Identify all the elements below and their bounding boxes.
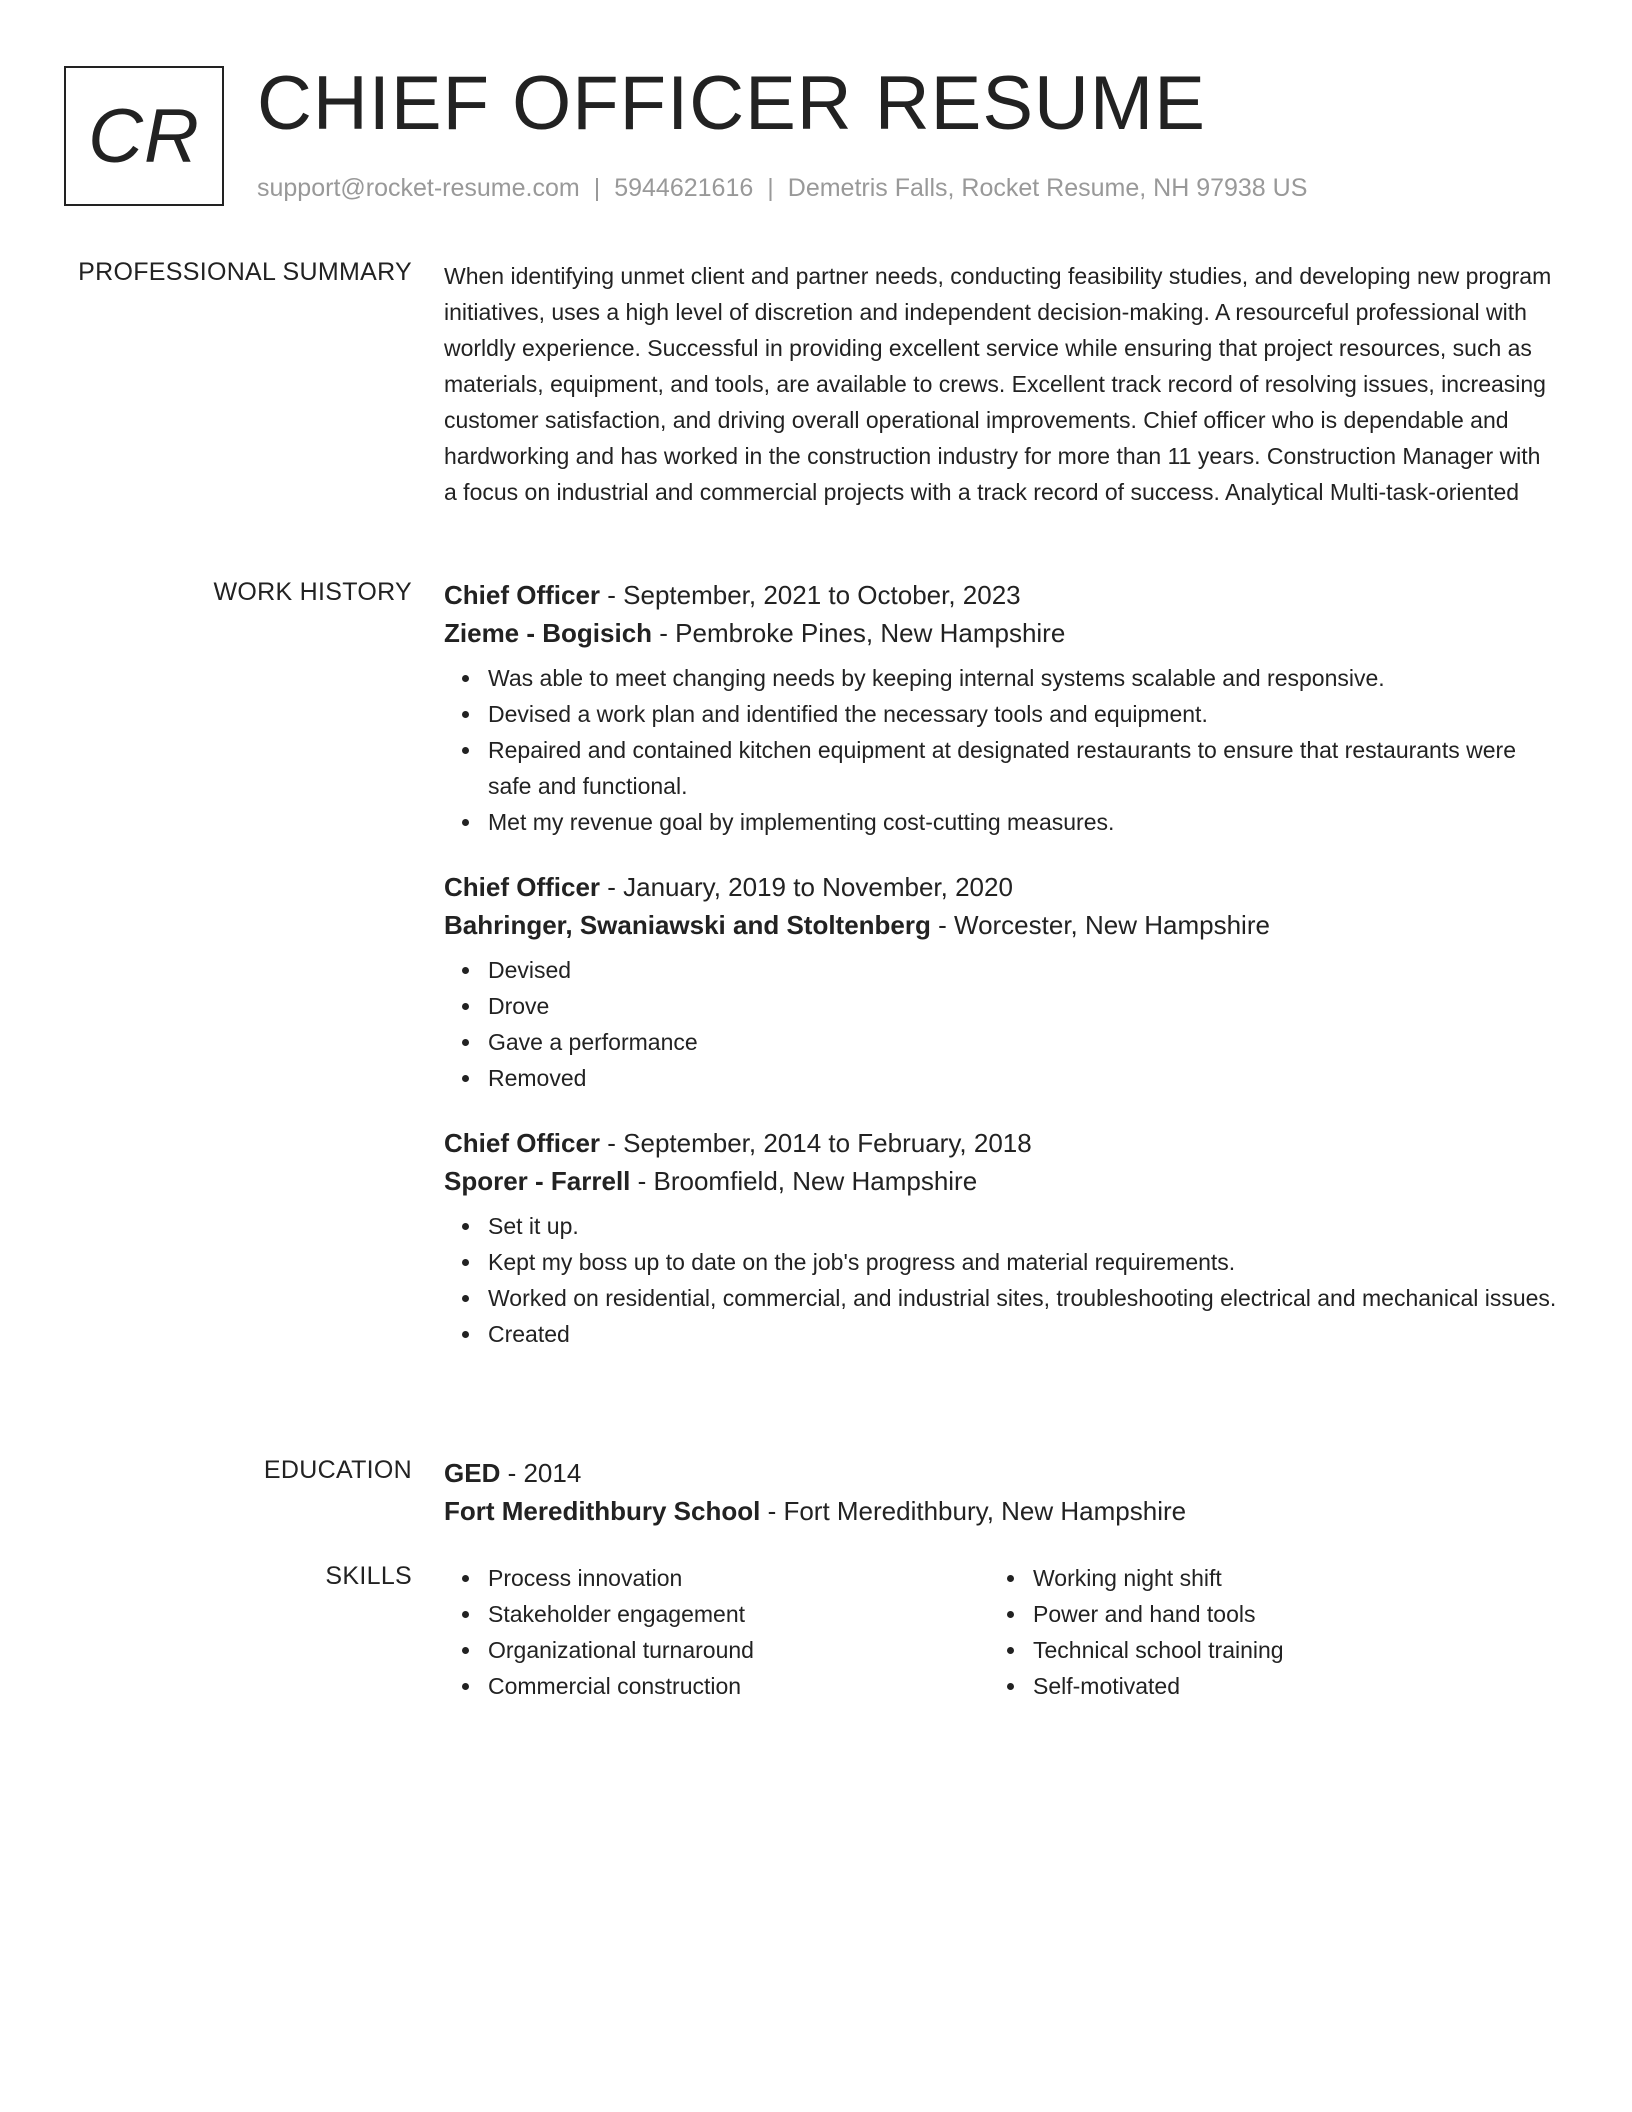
skills-right-list [989,1560,1534,1704]
job-company: Bahringer, Swaniawski and Stoltenberg [444,910,931,940]
job-bullet: Worked on residential, commercial, and industrial sites, troubleshooting electrical and mechanical issues. [488,1280,1558,1316]
job-bullet: Repaired and contained kitchen equipment at designated restaurants to ensure that restaurants were safe and functional. [488,732,1558,804]
job-company-line [444,906,1558,944]
job-location: - Pembroke Pines, New Hampshire [652,618,1066,648]
job-bullet: Created [488,1316,1558,1352]
education-year: - 2014 [500,1458,582,1488]
contact-separator: | [593,174,601,202]
skill-item: Process innovation [488,1560,989,1596]
skill-item: Working night shift [1033,1560,1534,1596]
job-title: Chief Officer [444,872,601,902]
contact-phone: 5944621616 [614,174,754,202]
section-label-summary: PROFESSIONAL SUMMARY [78,258,412,286]
education-degree-line [444,1454,1558,1492]
job-bullet: Met my revenue goal by implementing cost-cutting measures. [488,804,1558,840]
job-title-line [444,1124,1558,1162]
job-title-line [444,868,1558,906]
section-label-education: EDUCATION [263,1456,412,1484]
job-dates: - September, 2021 to October, 2023 [600,580,1021,610]
education-entry [444,1454,1558,1530]
contact-line [257,174,1307,203]
job-bullet: Removed [488,1060,1558,1096]
contact-separator: | [767,174,774,202]
job-bullet: Set it up. [488,1208,1558,1244]
contact-address: Demetris Falls, Rocket Resume, NH 97938 US [787,174,1308,202]
education-school-line [444,1492,1558,1530]
job-bullet: Drove [488,988,1558,1024]
work-entry [444,868,1558,1096]
contact-email: support@rocket-resume.com [257,174,580,202]
job-location: - Worcester, New Hampshire [930,910,1270,940]
job-location: - Broomfield, New Hampshire [630,1166,978,1196]
skill-item: Technical school training [1033,1632,1534,1668]
section-label-skills: SKILLS [325,1562,412,1590]
job-dates: - September, 2014 to February, 2018 [600,1128,1032,1158]
skills-list [444,1560,1558,1704]
job-company: Zieme - Bogisich [444,618,653,648]
skill-item: Self-motivated [1033,1668,1534,1704]
skill-item: Organizational turnaround [488,1632,989,1668]
work-entry [444,1124,1558,1352]
skill-item: Commercial construction [488,1668,989,1704]
education-location: - Fort Meredithbury, New Hampshire [760,1496,1187,1526]
skills-column-right [989,1560,1534,1704]
skill-item: Power and hand tools [1033,1596,1534,1632]
work-entry [444,576,1558,840]
work-history-list [444,576,1558,1380]
skills-column-left [444,1560,989,1704]
job-bullet: Devised a work plan and identified the necessary tools and equipment. [488,696,1558,732]
skills-left-list [444,1560,989,1704]
job-dates: - January, 2019 to November, 2020 [600,872,1013,902]
job-bullet-list [444,1208,1558,1352]
education-school: Fort Meredithbury School [444,1496,761,1526]
job-title: Chief Officer [444,1128,601,1158]
job-bullet: Gave a performance [488,1024,1558,1060]
resume-title: CHIEF OFFICER RESUME [257,61,1206,146]
education-degree: GED [444,1458,501,1488]
job-bullet-list [444,660,1558,840]
skills-grid [444,1560,1558,1704]
skill-item: Stakeholder engagement [488,1596,989,1632]
job-company: Sporer - Farrell [444,1166,631,1196]
job-title: Chief Officer [444,580,601,610]
summary-text: When identifying unmet client and partner needs, conducting feasibility studies, and developing new program initiatives, uses a high level of discretion and independent decision-making. A resourceful professional with worldly experience. Successful in providing excellent service while ensuring that project resources, such as materials, equipment, and tools, are available to crews. Excellent track record of resolving issues, increasing customer satisfaction, and driving overall operational improvements. Chief officer who is dependable and hardworking and has worked in the construction industry for more than 11 years. Construction Manager with a focus on industrial and commercial projects with a track record of success. Analytical Multi-task-oriented [444,263,1552,505]
job-company-line [444,614,1558,652]
job-company-line [444,1162,1558,1200]
job-bullet: Kept my boss up to date on the job's progress and material requirements. [488,1244,1558,1280]
job-bullet: Was able to meet changing needs by keeping internal systems scalable and responsive. [488,660,1558,696]
section-label-work-history: WORK HISTORY [213,578,412,606]
job-title-line [444,576,1558,614]
resume-header [64,61,1584,216]
job-bullet: Devised [488,952,1558,988]
job-bullet-list [444,952,1558,1096]
monogram-logo: CR [64,66,224,206]
